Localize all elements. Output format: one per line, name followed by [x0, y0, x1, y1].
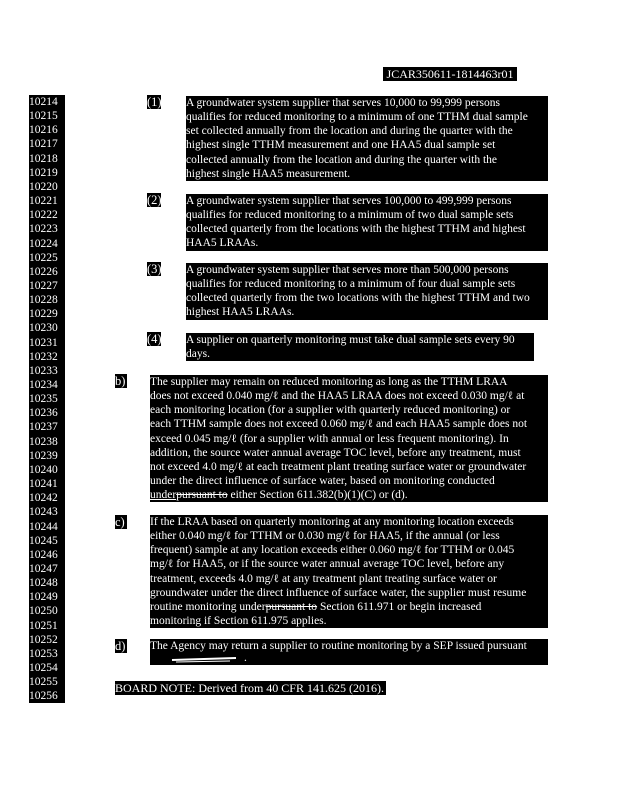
struck-text: pursuant to	[176, 489, 228, 502]
line-number: 10232	[29, 350, 65, 364]
para-c-marker: c)	[115, 515, 127, 529]
text-line: groundwater under the direct influence of surface water, the supplier must resume	[150, 586, 527, 599]
text-line: qualifies for reduced monitoring to a minimum of four dual sample sets	[186, 278, 516, 291]
item-1-marker: (1)	[147, 95, 162, 109]
line-number: 10221	[29, 194, 65, 208]
line-number: 10237	[29, 420, 65, 434]
line-number: 10229	[29, 307, 65, 321]
line-number: 10246	[29, 548, 65, 562]
line-number: 10217	[29, 137, 65, 151]
line-number: 10231	[29, 336, 65, 350]
line-number: 10251	[29, 619, 65, 633]
text-line: set collected annually from the location and during the quarter with the	[186, 125, 513, 138]
line-number: 10226	[29, 265, 65, 279]
text-line: HAA5 LRAAs.	[186, 237, 259, 250]
line-number: 10216	[29, 123, 65, 137]
item-4-marker: (4)	[147, 332, 162, 346]
text-line: qualifies for reduced monitoring to a minimum of one TTHM dual sample	[186, 111, 528, 124]
line-number: 10223	[29, 222, 65, 236]
text-line: exceed 0.045 mg/ℓ (for a supplier with annual or less frequent monitoring). In	[150, 432, 509, 445]
text-line: If the LRAA based on quarterly monitoring at any monitoring location exceeds	[150, 516, 514, 528]
redaction-scribble-icon	[170, 653, 240, 665]
line-number: 10233	[29, 364, 65, 378]
line-number: 10235	[29, 392, 65, 406]
item-4-text	[186, 333, 534, 361]
text-line: treatment, exceeds 4.0 mg/ℓ at any treatment plant treating surface water or	[150, 572, 497, 585]
line-number: 10250	[29, 604, 65, 618]
line-number: 10240	[29, 463, 65, 477]
text-line: highest HAA5 LRAAs.	[186, 306, 295, 319]
line-number: 10218	[29, 152, 65, 166]
text-line: addition, the source water annual average TOC level, before any treatment, must	[150, 446, 521, 459]
text-line: collected annually from the location and during the quarter with the	[186, 153, 498, 166]
item-3-marker: (3)	[147, 262, 162, 276]
para-d-line-2: .	[150, 653, 548, 665]
line-number: 10252	[29, 633, 65, 647]
text-line: highest single HAA5 measurement.	[186, 167, 351, 180]
text-line: mg/ℓ for HAA5, or if the source water annual average TOC level, before any	[150, 558, 505, 571]
para-b-text	[150, 375, 548, 502]
para-b-marker: b)	[115, 374, 126, 388]
line-number: 10256	[29, 689, 65, 703]
text-line: A groundwater system supplier that serves 10,000 to 99,999 persons	[186, 97, 500, 109]
board-note: BOARD NOTE: Derived from 40 CFR 141.625 (2016).	[115, 681, 384, 695]
text-line	[150, 600, 548, 614]
text-line: either 0.040 mg/ℓ for TTHM or 0.030 mg/ℓ for HAA5, if the annual (or less	[150, 530, 500, 543]
line-number: 10215	[29, 109, 65, 123]
text-line: qualifies for reduced monitoring to a minimum of two dual sample sets	[186, 209, 514, 222]
text-line: collected quarterly from the two locations with the highest TTHM and two	[186, 292, 530, 305]
text-line: highest single TTHM measurement and one HAA5 dual sample set	[186, 139, 496, 152]
line-number: 10222	[29, 208, 65, 222]
para-d-text	[150, 639, 548, 665]
line-number: 10234	[29, 378, 65, 392]
line-number: 10241	[29, 477, 65, 491]
line-number: 10242	[29, 491, 65, 505]
text-line: does not exceed 0.040 mg/ℓ and the HAA5 LRAA does not exceed 0.030 mg/ℓ at	[150, 390, 525, 403]
text-line: A supplier on quarterly monitoring must take dual sample sets every 90	[186, 334, 515, 346]
text-line: The supplier may remain on reduced monitoring as long as the TTHM LRAA	[150, 376, 508, 388]
item-2-text	[186, 194, 548, 251]
text-line: each monitoring location (for a supplier with quarterly reduced monitoring) or	[150, 404, 511, 417]
line-number: 10243	[29, 505, 65, 519]
line-number: 10248	[29, 576, 65, 590]
line-number: 10238	[29, 435, 65, 449]
text-rest: Section 611.971 or begin increased	[317, 600, 482, 613]
line-number: 10227	[29, 279, 65, 293]
text-line	[150, 488, 548, 502]
text-line: A groundwater system supplier that serves more than 500,000 persons	[186, 264, 509, 276]
document-id: JCAR350611-1814463r01	[383, 67, 517, 81]
line-number: 10255	[29, 675, 65, 689]
line-number: 10236	[29, 406, 65, 420]
item-2-marker: (2)	[147, 193, 162, 207]
text-line: collected quarterly from the locations with the highest TTHM and highest	[186, 223, 526, 236]
line-number: 10247	[29, 562, 65, 576]
inserted-text: under	[150, 489, 177, 502]
line-number: 10244	[29, 520, 65, 534]
item-3-text	[186, 263, 548, 320]
text-rest: either Section 611.382(b)(1)(C) or (d).	[227, 489, 408, 502]
line-number: 10230	[29, 321, 65, 335]
text-line: days.	[186, 348, 210, 361]
line-number: 10249	[29, 590, 65, 604]
line-number: 10214	[29, 95, 65, 109]
para-d-marker: d)	[115, 639, 126, 653]
line-number: 10228	[29, 293, 65, 307]
text-line: A groundwater system supplier that serves 100,000 to 499,999 persons	[186, 195, 512, 207]
para-c-text	[150, 515, 548, 628]
text-prefix: routine monitoring under	[150, 600, 266, 613]
line-number: 10219	[29, 166, 65, 180]
item-1-text	[186, 96, 548, 181]
line-number: 10224	[29, 237, 65, 251]
line-number: 10239	[29, 449, 65, 463]
line-number: 10225	[29, 251, 65, 265]
text-line: not exceed 4.0 mg/ℓ at each treatment plant treating surface water or groundwater	[150, 460, 527, 473]
text-line: under the direct influence of surface water, based on monitoring conducted	[150, 475, 495, 488]
text-line: frequent) sample at any location exceeds either 0.060 mg/ℓ for TTHM or 0.045	[150, 544, 515, 557]
line-number: 10253	[29, 647, 65, 661]
line-number: 10220	[29, 180, 65, 194]
struck-text: pursuant to	[265, 600, 318, 613]
para-d-line-1: The Agency may return a supplier to routine monitoring by a SEP issued pursuant	[150, 640, 527, 652]
line-number: 10254	[29, 661, 65, 675]
text-line: monitoring if Section 611.975 applies.	[150, 615, 327, 628]
line-number: 10245	[29, 534, 65, 548]
text-line: each TTHM sample does not exceed 0.060 mg/ℓ and each HAA5 sample does not	[150, 418, 528, 431]
